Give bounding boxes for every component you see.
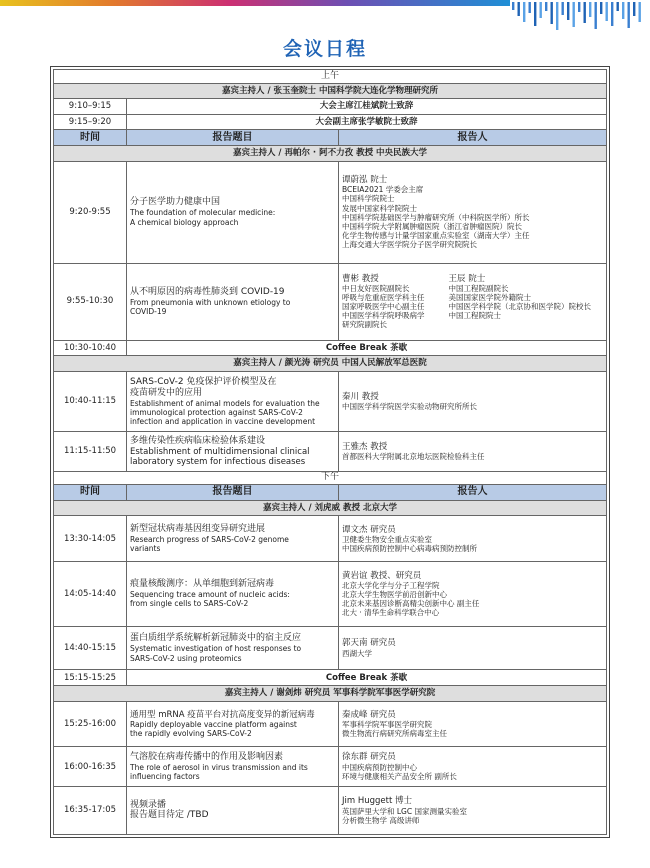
barcode-stripe [628, 2, 630, 28]
time-cell: 9:15–9:20 [54, 114, 127, 130]
host-row [54, 500, 607, 516]
section-label: 下午 [54, 471, 607, 485]
speaker-cell [339, 747, 607, 787]
speaker-line: 中国科学院基础医学与肿瘤研究所（中科院医学所）所长 [342, 212, 530, 222]
col-header-speaker: 报告人 [339, 130, 607, 146]
host-row [54, 356, 607, 372]
topic-zh: 气溶胶在病毒传播中的作用及影响因素 [130, 752, 284, 763]
talk-row-2 [54, 263, 607, 340]
barcode-stripe [573, 2, 575, 27]
barcode-stripe [633, 2, 635, 16]
barcode-stripe [622, 2, 624, 19]
time-cell: 13:30-14:05 [54, 516, 127, 562]
host-text: 嘉宾主持人 / 刘虎威 教授 北京大学 [54, 500, 607, 516]
barcode-stripe [512, 2, 514, 10]
topic-en: Research progress of SARS-CoV-2 genome [130, 535, 289, 545]
time-cell: 10:40-11:15 [54, 371, 127, 431]
topic-cell [127, 371, 339, 431]
time-cell: 15:15-15:25 [54, 670, 127, 686]
col-header-speaker: 报告人 [339, 485, 607, 501]
coffee-break-row [54, 670, 607, 686]
topic-en: the rapidly evolving SARS-CoV-2 [130, 729, 252, 739]
talk-row-8 [54, 701, 607, 747]
speaker-name: 王辰 院士 [448, 273, 486, 284]
schedule-frame [50, 66, 610, 838]
talk-row-6 [54, 562, 607, 627]
host-text: 嘉宾主持人 / 颜光涛 研究员 中国人民解放军总医院 [54, 356, 607, 372]
coffee-break-row [54, 340, 607, 356]
topic-en: infection and application in vaccine development [130, 417, 316, 427]
opening-text: 大会副主席张学敏院士致辞 [127, 114, 607, 130]
speaker-cell [339, 516, 607, 562]
col-header-topic: 报告题目 [127, 130, 339, 146]
opening-row-2 [54, 114, 607, 130]
talk-row-1 [54, 161, 607, 263]
barcode-decoration [510, 2, 645, 32]
column-header-row [54, 485, 607, 501]
barcode-stripe [595, 2, 597, 29]
speaker-cell [339, 263, 607, 340]
barcode-stripe [600, 2, 602, 14]
schedule-table [53, 69, 607, 835]
time-cell: 14:40-15:15 [54, 626, 127, 670]
time-cell: 15:25-16:00 [54, 701, 127, 747]
topic-cell [127, 516, 339, 562]
talk-row-3 [54, 371, 607, 431]
host-text: 嘉宾主持人 / 谢剑炜 研究员 军事科学院军事医学研究院 [54, 686, 607, 702]
top-color-bar [0, 0, 510, 6]
time-cell: 10:30-10:40 [54, 340, 127, 356]
speaker-line: 北京大学化学与分子工程学院 [342, 580, 440, 590]
topic-en: A chemical biology approach [130, 217, 239, 227]
speaker-cell [339, 432, 607, 472]
barcode-stripe [611, 2, 613, 26]
speaker-name: 曹彬 教授 [342, 273, 379, 284]
topic-zh: 新型冠状病毒基因组变异研究进展 [130, 524, 266, 535]
speaker-cell [339, 562, 607, 627]
col-header-time: 时间 [54, 485, 127, 501]
speaker-line: 上海交通大学医学院分子医学研究院院长 [342, 240, 477, 250]
speaker-cell [339, 371, 607, 431]
speaker-line: 中日友好医院副院长 [342, 283, 410, 293]
barcode-stripe [584, 2, 586, 23]
speaker-line: 国家呼吸医学中心副主任 [342, 302, 425, 312]
opening-text: 大会主席江桂斌院士致辞 [127, 99, 607, 115]
col-header-time: 时间 [54, 130, 127, 146]
speaker-block [342, 274, 449, 330]
barcode-stripe [551, 2, 553, 24]
topic-en: COVID-19 [130, 307, 167, 317]
topic-en: Sequencing trace amount of nucleic acids: [130, 590, 290, 600]
topic-en: influencing factors [130, 772, 200, 782]
host-text: 嘉宾主持人 / 张玉奎院士 中国科学院大连化学物理研究所 [54, 83, 607, 99]
barcode-stripe [545, 2, 547, 11]
topic-zh: 报告题目待定 /TBD [130, 810, 209, 821]
speaker-line: BCEIA2021 学委会主席 [342, 185, 424, 195]
speaker-line: 呼吸与危重症医学科主任 [342, 293, 425, 303]
host-row [54, 145, 607, 161]
time-cell: 16:00-16:35 [54, 747, 127, 787]
barcode-stripe [639, 2, 641, 22]
speaker-line: 中国疾病预防控制中心 [342, 762, 417, 772]
speaker-line: 中国医学科学院（北京协和医学院）院校长 [448, 302, 592, 312]
speaker-name: 秦成峰 研究员 [342, 709, 396, 720]
topic-en: variants [130, 544, 161, 554]
speaker-line: 中国疾病预防控制中心病毒病预防控制所 [342, 544, 477, 553]
topic-zh: 视频录播 [130, 799, 167, 810]
speaker-line: 西湖大学 [342, 648, 372, 658]
speaker-cell [339, 701, 607, 747]
speaker-line: 化学生物传感与计量学国家重点实验室（湖南大学）主任 [342, 230, 530, 240]
topic-en: Systematic investigation of host responses to [130, 644, 302, 654]
time-cell: 14:05-14:40 [54, 562, 127, 627]
speaker-line: 北京未来基因诊断高精尖创新中心 副主任 [342, 599, 480, 609]
topic-en: SARS-CoV-2 using proteomics [130, 653, 242, 663]
speaker-line: 分析微生物学 高级讲师 [342, 815, 420, 825]
topic-zh: 痕量核酸测序：从单细胞到新冠病毒 [130, 579, 275, 590]
barcode-stripe [523, 2, 525, 22]
topic-zh: 多维传染性疾病临床检验体系建设 [130, 435, 266, 446]
host-row [54, 83, 607, 99]
topic-en: Establishment of animal models for evaluation the [130, 398, 320, 408]
column-header-row [54, 130, 607, 146]
topic-cell [127, 786, 339, 834]
host-row [54, 686, 607, 702]
barcode-stripe [606, 2, 608, 21]
topic-zh: 分子医学助力健康中国 [130, 197, 221, 208]
topic-en: Establishment of multidimensional clinical [130, 446, 310, 457]
host-text: 嘉宾主持人 / 再帕尔 · 阿不力孜 教授 中央民族大学 [54, 145, 607, 161]
barcode-stripe [540, 2, 542, 18]
talk-row-7 [54, 626, 607, 670]
coffee-break-text: Coffee Break 茶歇 [127, 670, 607, 686]
barcode-stripe [578, 2, 580, 12]
topic-zh: 疫苗研发中的应用 [130, 387, 203, 398]
talk-row-9 [54, 747, 607, 787]
topic-cell [127, 701, 339, 747]
time-cell: 9:10–9:15 [54, 99, 127, 115]
speaker-name: Jim Huggett 博士 [342, 796, 413, 807]
time-cell: 9:55-10:30 [54, 263, 127, 340]
topic-zh: 蛋白质组学系统解析新冠肺炎中的宿主反应 [130, 633, 302, 644]
speaker-line: 首都医科大学附属北京地坛医院检验科主任 [342, 452, 485, 462]
speaker-line: 美国国家医学院外籍院士 [448, 293, 532, 303]
speaker-line: 环境与健康相关产品安全所 副所长 [342, 771, 457, 781]
coffee-break-text: Coffee Break 茶歇 [127, 340, 607, 356]
speaker-name: 王雅杰 教授 [342, 441, 388, 452]
topic-en: From pneumonia with unknown etiology to [130, 297, 291, 307]
barcode-stripe [518, 2, 520, 16]
speaker-name: 郭天南 研究员 [342, 638, 396, 649]
speaker-line: 中国工程院院士 [448, 311, 502, 321]
speaker-line: 微生物流行病研究所病毒室主任 [342, 729, 447, 739]
speaker-name: 谭文杰 研究员 [342, 524, 396, 535]
speaker-line: 发展中国家科学院院士 [342, 203, 417, 213]
speaker-line: 北京大学生物医学前沿创新中心 [342, 590, 447, 600]
barcode-stripe [562, 2, 564, 15]
speaker-name: 秦川 教授 [342, 391, 379, 402]
speaker-line: 中国科学院院士 [342, 194, 395, 204]
topic-cell [127, 626, 339, 670]
speaker-name: 谭蔚泓 院士 [342, 174, 388, 185]
page-title: 会议日程 [282, 38, 367, 60]
speaker-cell [339, 786, 607, 834]
speaker-line: 英国萨里大学和 LGC 国家测量实验室 [342, 806, 467, 816]
speaker-name: 黄岩谊 教授、研究员 [342, 570, 422, 581]
topic-en: laboratory system for infectious diseases [130, 456, 306, 467]
speaker-line: 卫健委生物安全重点实验室 [342, 534, 432, 544]
speaker-line: 军事科学院军事医学研究院 [342, 720, 432, 730]
barcode-stripe [589, 2, 591, 17]
speaker-block [449, 274, 603, 330]
topic-zh: 从不明原因的病毒性肺炎到 COVID-19 [130, 286, 285, 297]
speaker-line: 中国科学院大学附属肿瘤医院（浙江省肿瘤医院）院长 [342, 221, 522, 231]
barcode-stripe [567, 2, 569, 20]
barcode-stripe [556, 2, 558, 30]
topic-zh: 通用型 mRNA 疫苗平台对抗高度变异的新冠病毒 [130, 709, 315, 720]
time-cell: 16:35-17:05 [54, 786, 127, 834]
topic-en: immunological protection against SARS-CoV-2 [130, 407, 303, 417]
speaker-cell [339, 161, 607, 263]
talk-row-5 [54, 516, 607, 562]
topic-en: The role of aerosol in virus transmission and its [130, 763, 308, 773]
topic-cell [127, 161, 339, 263]
speaker-name: 徐东群 研究员 [342, 752, 396, 763]
topic-en: Rapidly deployable vaccine platform against [130, 720, 297, 730]
speaker-line: 中国医学科学院呼吸病学 [342, 311, 425, 321]
speaker-line: 研究院副院长 [342, 320, 387, 330]
topic-en: The foundation of molecular medicine: [130, 208, 276, 218]
section-row-pm [54, 471, 607, 485]
talk-row-4 [54, 432, 607, 472]
topic-cell [127, 432, 339, 472]
opening-row-1 [54, 99, 607, 115]
barcode-stripe [617, 2, 619, 11]
speaker-cell [339, 626, 607, 670]
section-label: 上午 [54, 70, 607, 84]
topic-zh: SARS-CoV-2 免疫保护评价模型及在 [130, 376, 277, 387]
speaker-line: 北大 · 清华生命科学联合中心 [342, 608, 440, 618]
topic-cell [127, 562, 339, 627]
section-row-am [54, 70, 607, 84]
speaker-line: 中国医学科学院医学实验动物研究所所长 [342, 402, 477, 412]
time-cell: 9:20-9:55 [54, 161, 127, 263]
speaker-line: 中国工程院副院长 [448, 283, 509, 293]
time-cell: 11:15-11:50 [54, 432, 127, 472]
barcode-stripe [534, 2, 536, 26]
topic-cell [127, 263, 339, 340]
topic-cell [127, 747, 339, 787]
talk-row-10 [54, 786, 607, 834]
topic-en: from single cells to SARS-CoV-2 [130, 599, 249, 609]
col-header-topic: 报告题目 [127, 485, 339, 501]
barcode-stripe [529, 2, 531, 13]
